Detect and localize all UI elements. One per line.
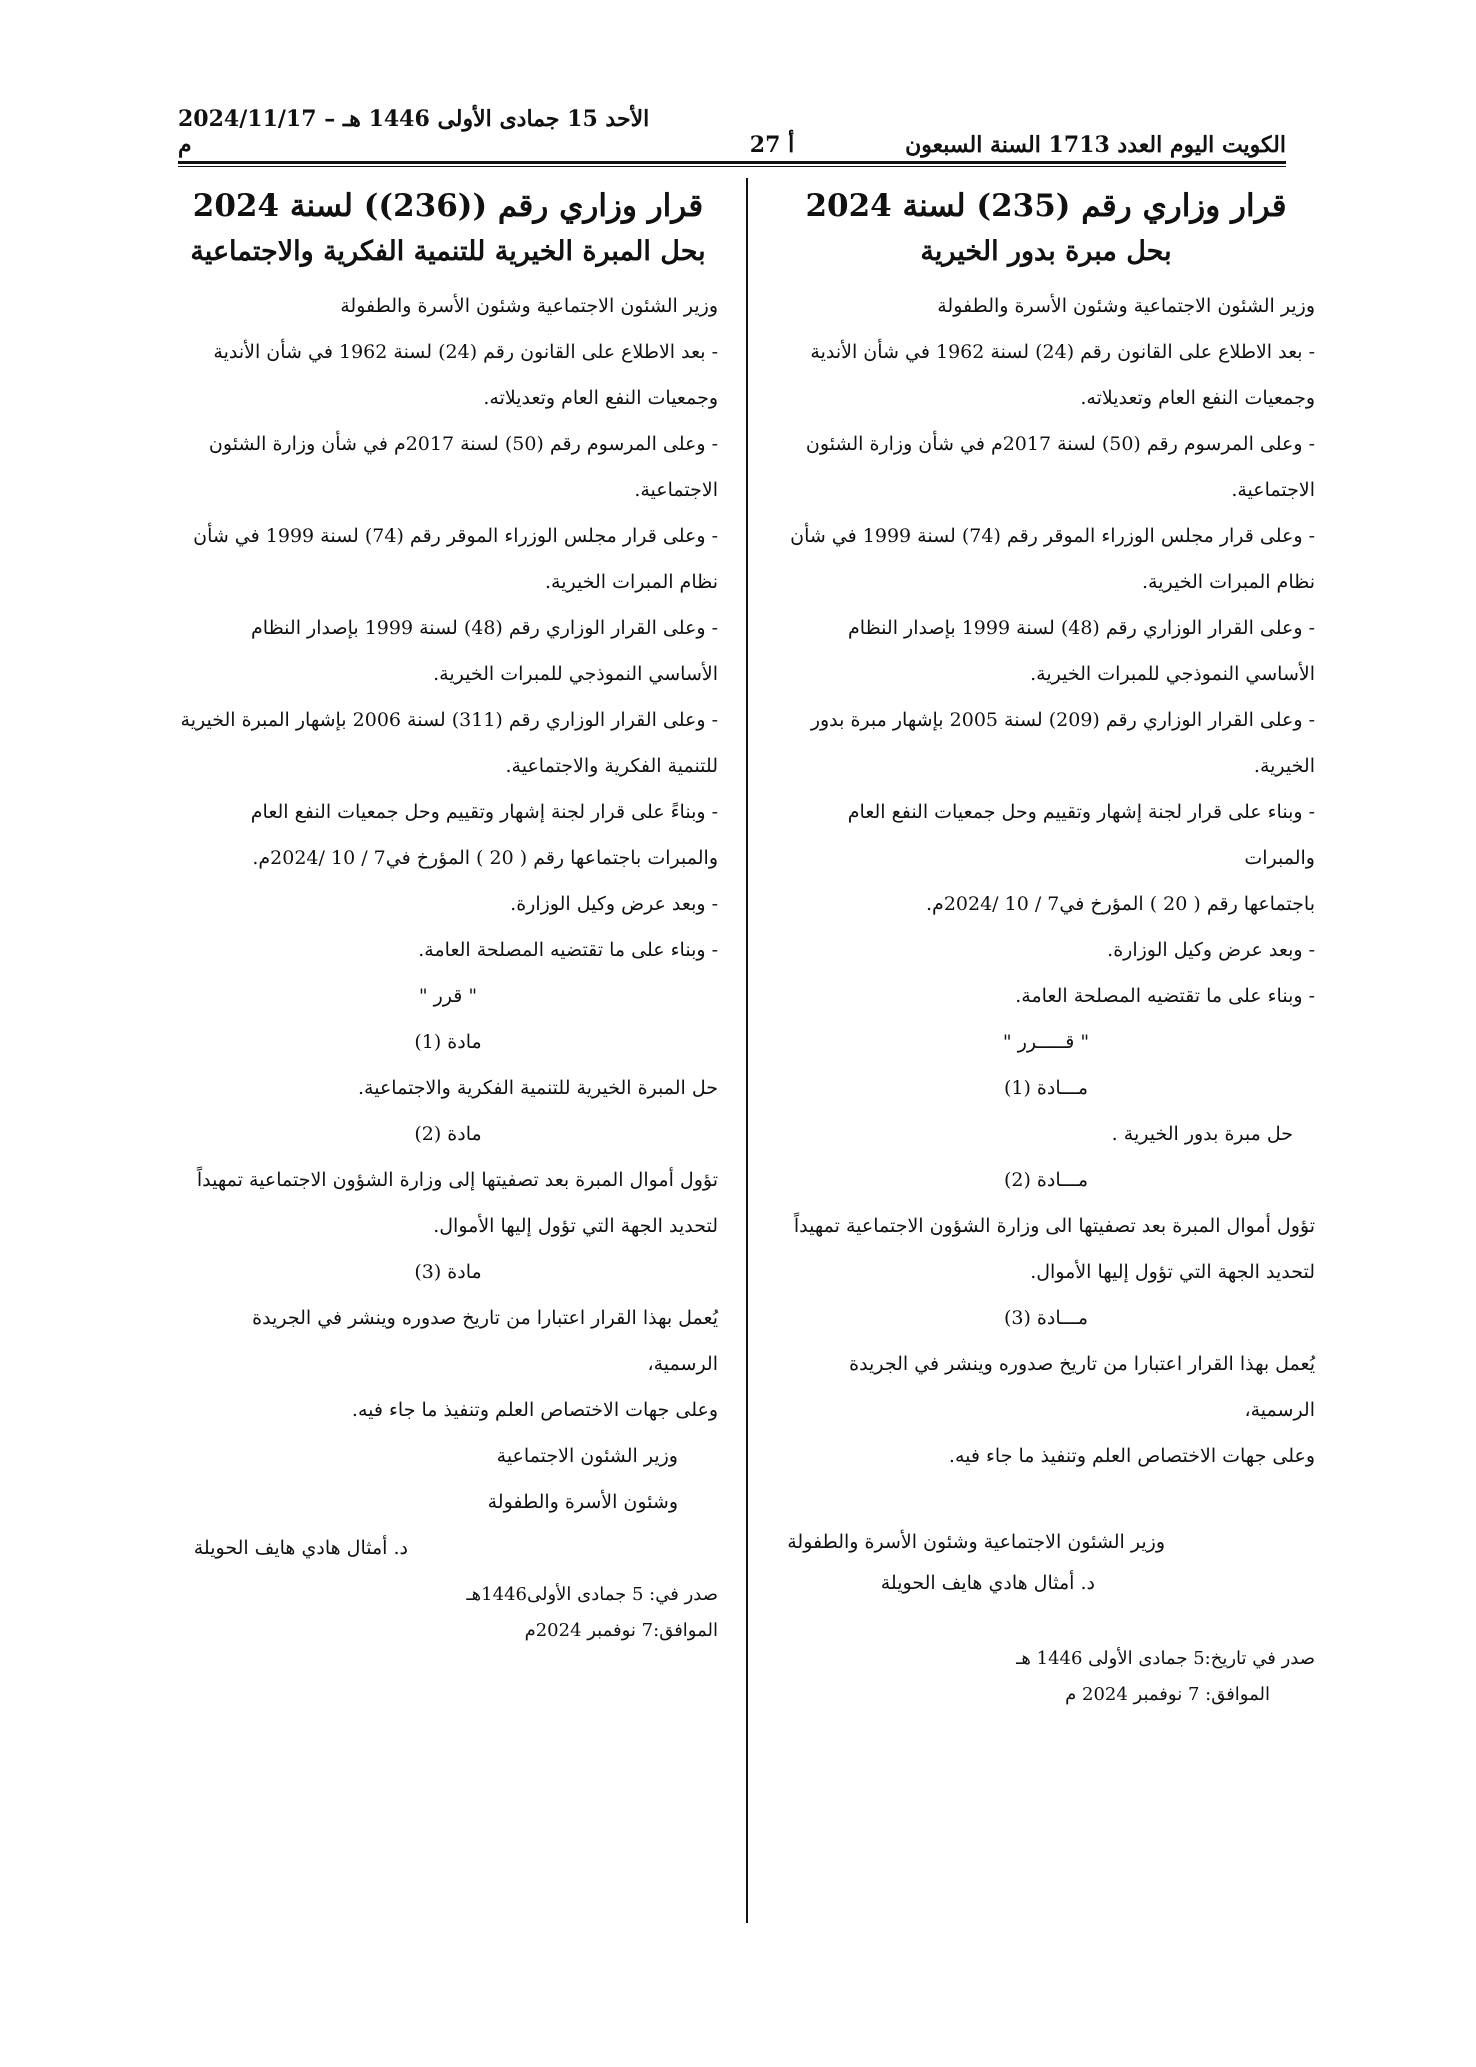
decided-heading: " قـــــرر " <box>1002 1031 1090 1053</box>
preamble-line: - وعلى قرار مجلس الوزراء الموقر رقم (74) لسنة 1999 في شأن <box>790 525 1315 547</box>
signature-name: د. أمثال هادي هايف الحويلة <box>193 1537 408 1559</box>
gazette-issue: الكويت اليوم العدد 1713 السنة السبعون <box>905 132 1286 158</box>
column-divider <box>746 178 748 1923</box>
article-2-line: تؤول أموال المبرة بعد تصفيتها الى وزارة الشؤون الاجتماعية تمهيداً <box>793 1215 1315 1237</box>
issued-date: صدر في تاريخ:5 جمادى الأولى 1446 هـ <box>1016 1648 1315 1669</box>
preamble-line: الأساسي النموذجي للمبرات الخيرية. <box>433 663 718 685</box>
preamble-line: - وبناءً على قرار لجنة إشهار وتقييم وحل جمعيات النفع العام <box>250 801 718 823</box>
decision-235-column <box>777 180 1315 1713</box>
article-1-heading: مـــادة (1) <box>1003 1077 1089 1099</box>
signature-line-2: وشئون الأسرة والطفولة <box>487 1491 678 1513</box>
article-1-text: حل مبرة بدور الخيرية . <box>1111 1123 1293 1145</box>
preamble-line: نظام المبرات الخيرية. <box>544 571 718 593</box>
preamble-line: والمبرات باجتماعها رقم ( 20 ) المؤرخ في7 / 10 /2024م. <box>252 847 718 869</box>
preamble-line: الأساسي النموذجي للمبرات الخيرية. <box>1030 663 1315 685</box>
article-3-line: يُعمل بهذا القرار اعتبارا من تاريخ صدوره وينشر في الجريدة الرسمية، <box>849 1353 1315 1421</box>
page-header <box>178 106 1286 158</box>
preamble-line: - وبناء على قرار لجنة إشهار وتقييم وحل جمعيات النفع العام والمبرات <box>847 801 1315 869</box>
preamble-line: نظام المبرات الخيرية. <box>1141 571 1315 593</box>
preamble-line: - وعلى المرسوم رقم (50) لسنة 2017م في شأن وزارة الشئون <box>208 433 718 455</box>
article-2-heading: مـــادة (2) <box>1003 1169 1089 1191</box>
article-2-heading: مادة (2) <box>414 1123 482 1145</box>
preamble-line: - وعلى القرار الوزاري رقم (311) لسنة 2006 بإشهار المبرة الخيرية <box>180 709 718 731</box>
preamble-line: - وعلى القرار الوزاري رقم (48) لسنة 1999 بإصدار النظام <box>251 617 718 639</box>
signature-line-1: وزير الشئون الاجتماعية <box>496 1445 678 1467</box>
preamble-line: - وعلى القرار الوزاري رقم (209) لسنة 2005 بإشهار مبرة بدور <box>810 709 1315 731</box>
gregorian-date: الموافق:7 نوفمبر 2024م <box>524 1620 718 1641</box>
page-number: أ 27 <box>749 132 795 158</box>
article-1-heading: مادة (1) <box>414 1031 482 1053</box>
article-3-line: وعلى جهات الاختصاص العلم وتنفيذ ما جاء فيه. <box>948 1445 1315 1467</box>
article-3-line: وعلى جهات الاختصاص العلم وتنفيذ ما جاء فيه. <box>351 1399 718 1421</box>
preamble-line: - وعلى المرسوم رقم (50) لسنة 2017م في شأن وزارة الشئون <box>805 433 1315 455</box>
header-rule <box>178 161 1286 164</box>
decision-235-title: قرار وزاري رقم (235) لسنة 2024 <box>805 188 1287 224</box>
decision-236-subtitle: بحل المبرة الخيرية للتنمية الفكرية والاجتماعية <box>190 236 706 267</box>
decision-236-column <box>178 180 718 1649</box>
article-3-heading: مادة (3) <box>414 1261 482 1283</box>
preamble-line: - وبعد عرض وكيل الوزارة. <box>510 893 718 915</box>
signature-title: وزير الشئون الاجتماعية وشئون الأسرة والطفولة <box>787 1531 1165 1553</box>
preamble-line: وزير الشئون الاجتماعية وشئون الأسرة والطفولة <box>340 295 718 317</box>
article-3-line: يُعمل بهذا القرار اعتبارا من تاريخ صدوره وينشر في الجريدة الرسمية، <box>252 1307 718 1375</box>
article-3-heading: مـــادة (3) <box>1003 1307 1089 1329</box>
header-rule-thin <box>178 166 1286 167</box>
preamble-line: الاجتماعية. <box>634 479 718 501</box>
preamble-line: - وعلى قرار مجلس الوزراء الموقر رقم (74) لسنة 1999 في شأن <box>193 525 718 547</box>
preamble-line: - وبناء على ما تقتضيه المصلحة العامة. <box>418 939 718 961</box>
issue-date: الأحد 15 جمادى الأولى 1446 هـ – 2024/11/17 م <box>178 106 650 158</box>
preamble-line: باجتماعها رقم ( 20 ) المؤرخ في7 / 10 /2024م. <box>926 893 1315 915</box>
preamble-line: للتنمية الفكرية والاجتماعية. <box>505 755 718 777</box>
preamble-line: - بعد الاطلاع على القانون رقم (24) لسنة 1962 في شأن الأندية <box>213 341 718 363</box>
preamble-line: - وبناء على ما تقتضيه المصلحة العامة. <box>1015 985 1315 1007</box>
article-2-line: لتحديد الجهة التي تؤول إليها الأموال. <box>1030 1261 1315 1283</box>
signature-name: د. أمثال هادي هايف الحويلة <box>880 1572 1095 1594</box>
preamble-line: - وعلى القرار الوزاري رقم (48) لسنة 1999 بإصدار النظام <box>848 617 1315 639</box>
gregorian-date: الموافق: 7 نوفمبر 2024 م <box>1065 1684 1270 1705</box>
decision-236-title: قرار وزاري رقم ((236)) لسنة 2024 <box>192 188 704 224</box>
preamble-line: الخيرية. <box>1253 755 1315 777</box>
preamble-line: الاجتماعية. <box>1231 479 1315 501</box>
preamble-line: وجمعيات النفع العام وتعديلاته. <box>1080 387 1315 409</box>
preamble-line: - بعد الاطلاع على القانون رقم (24) لسنة 1962 في شأن الأندية <box>810 341 1315 363</box>
preamble-line: - وبعد عرض وكيل الوزارة. <box>1107 939 1315 961</box>
article-2-line: لتحديد الجهة التي تؤول إليها الأموال. <box>433 1215 718 1237</box>
decided-heading: " قرر " <box>418 985 478 1007</box>
issued-date: صدر في: 5 جمادى الأولى1446هـ <box>466 1584 718 1605</box>
preamble-line: وزير الشئون الاجتماعية وشئون الأسرة والطفولة <box>937 295 1315 317</box>
decision-235-subtitle: بحل مبرة بدور الخيرية <box>920 236 1172 267</box>
article-2-line: تؤول أموال المبرة بعد تصفيتها إلى وزارة الشؤون الاجتماعية تمهيداً <box>196 1169 718 1191</box>
preamble-line: وجمعيات النفع العام وتعديلاته. <box>483 387 718 409</box>
article-1-text: حل المبرة الخيرية للتنمية الفكرية والاجتماعية. <box>358 1077 718 1099</box>
